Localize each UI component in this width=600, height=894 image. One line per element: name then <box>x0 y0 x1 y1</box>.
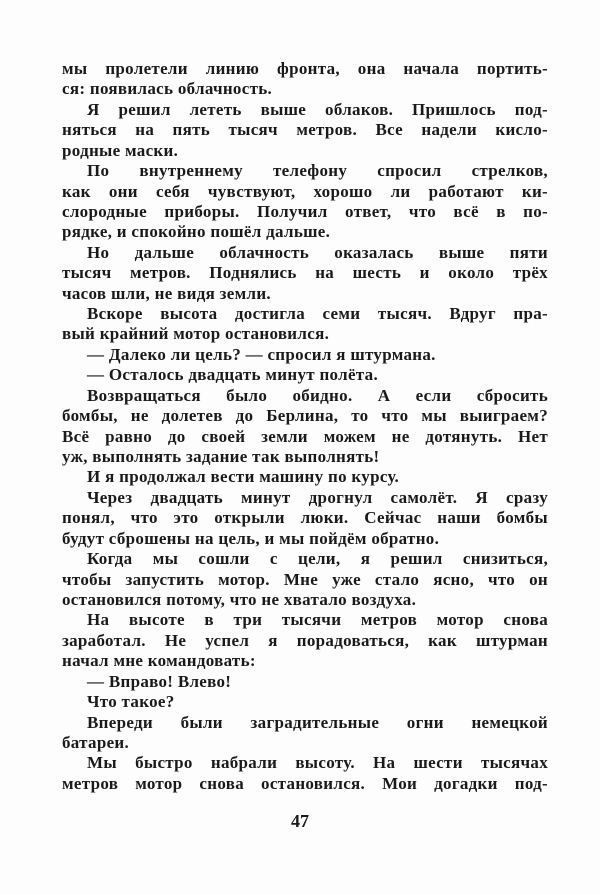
text-line: На высоте в три тысячи метров мотор снова <box>87 610 548 630</box>
text-line: Но дальше облачность оказалась выше пяти <box>87 242 548 262</box>
text-line: чтобы запустить мотор. Мне уже стало ясно, что он <box>62 569 548 589</box>
text-line: часов шли, не видя земли. <box>62 283 271 303</box>
text-line: уж, выполнять задание так выполнять! <box>62 447 380 467</box>
text-line: метров мотор снова остановился. Мои догадки под- <box>62 773 548 793</box>
text-line: Всё равно до своей земли можем не дотянуть. Нет <box>62 426 548 446</box>
text-line: няться на пять тысяч метров. Все надели кисло- <box>62 120 548 140</box>
text-line: — Вправо! Влево! <box>87 671 232 691</box>
text-line: остановился потому, что не хватало воздуха. <box>62 589 417 609</box>
text-line: И я продолжал вести машину по курсу. <box>87 467 400 487</box>
text-line: Мы быстро набрали высоту. На шести тысячах <box>87 753 548 773</box>
text-line: заработал. Не успел я порадоваться, как штурман <box>62 630 548 650</box>
text-line: — Осталось двадцать минут полёта. <box>87 365 379 385</box>
text-line: Через двадцать минут дрогнул самолёт. Я сразу <box>87 487 548 507</box>
text-line: рядке, и спокойно пошёл дальше. <box>62 222 331 242</box>
text-line: Я решил лететь выше облаков. Пришлось под- <box>87 99 548 119</box>
text-line: родные маски. <box>62 140 179 160</box>
page-number: 47 <box>291 811 309 831</box>
text-line: Что такое? <box>87 692 175 712</box>
text-line: как они себя чувствуют, хорошо ли работают ки- <box>62 181 548 201</box>
text-line: батареи. <box>62 732 130 752</box>
text-line: Когда мы сошли с цели, я решил снизиться, <box>87 549 548 569</box>
text-line: Вскоре высота достигла семи тысяч. Вдруг пра- <box>87 304 548 324</box>
body-text <box>62 59 548 794</box>
text-line: будут сброшены на цель, и мы пойдём обратно. <box>62 528 440 548</box>
text-line: понял, что это открыли люки. Сейчас наши бомбы <box>62 508 548 528</box>
text-line: слородные приборы. Получил ответ, что всё в по- <box>62 201 548 221</box>
text-line: мы пролетели линию фронта, она начала портить- <box>62 59 548 78</box>
text-line: бомбы, не долетев до Берлина, то что мы выиграем? <box>62 406 548 426</box>
text-line: тысяч метров. Поднялись на шесть и около трёх <box>62 263 548 283</box>
text-line: начал мне командовать: <box>62 651 256 671</box>
text-line: вый крайний мотор остановился. <box>62 324 330 344</box>
text-line: По внутреннему телефону спросил стрелков, <box>87 161 548 181</box>
text-line: Возвращаться было обидно. А если сбросить <box>87 385 548 405</box>
text-line: ся: появилась облачность. <box>62 79 273 99</box>
text-line: — Далеко ли цель? — спросил я штурмана. <box>87 344 436 364</box>
text-line: Впереди были заградительные огни немецкой <box>87 712 548 732</box>
